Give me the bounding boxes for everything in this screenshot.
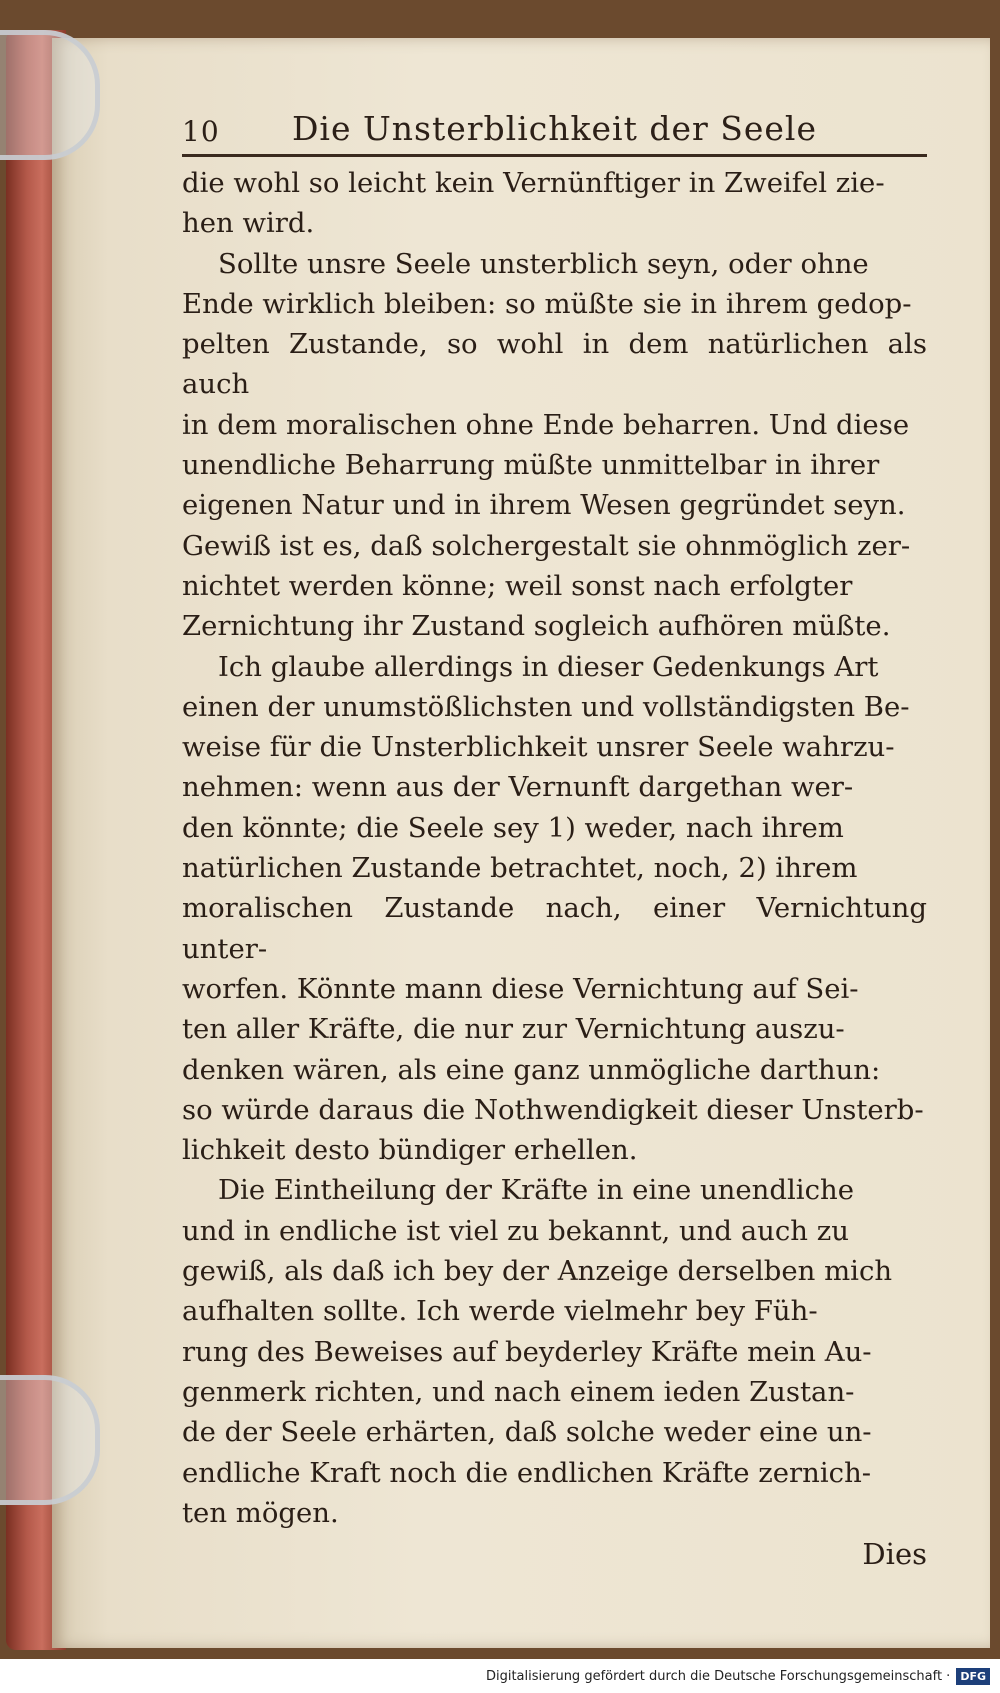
text-line: einen der unumstößlichsten und vollständigsten Be- [182, 690, 910, 723]
page-content [182, 88, 927, 1571]
text-line: die wohl so leicht kein Vernünftiger in Zweifel zie- [182, 167, 885, 199]
text-line: und in endliche ist viel zu bekannt, und auch zu [182, 1214, 849, 1247]
text-line: worfen. Könnte mann diese Vernichtung auf Sei- [182, 972, 859, 1005]
text-line: Zernichtung ihr Zustand sogleich aufhören müßte. [182, 610, 891, 643]
text-line: nichtet werden könne; weil sonst nach erfolgter [182, 569, 853, 602]
text-line: so würde daraus die Nothwendigkeit dieser Unsterb- [182, 1093, 924, 1126]
text-line: endliche Kraft noch die endlichen Kräfte zernich- [182, 1456, 872, 1489]
text-line: gewiß, als daß ich bey der Anzeige derselben mich [182, 1255, 893, 1288]
book-page [52, 38, 990, 1648]
footer-bar [0, 1659, 1000, 1693]
funding-credit: Digitalisierung gefördert durch die Deutsche Forschungsgemeinschaft · [485, 1668, 951, 1684]
page-clip-bottom [0, 1375, 100, 1505]
page-header [182, 88, 927, 157]
text-line: moralischen Zustande nach, einer Vernichtung unter- [182, 892, 927, 965]
text-line: unendliche Beharrung müßte unmittelbar in ihrer [182, 449, 880, 482]
text-line: Ende wirklich bleiben: so müßte sie in ihrem gedop- [182, 287, 912, 320]
text-line: lichkeit desto bündiger erhellen. [182, 1134, 638, 1167]
page-clip-top [0, 30, 100, 160]
text-line: denken wären, als eine ganz unmögliche darthun: [182, 1053, 881, 1086]
text-line: rung des Beweises auf beyderley Kräfte mein Au- [182, 1335, 872, 1368]
text-line: ten aller Kräfte, die nur zur Vernichtung auszu- [182, 1013, 845, 1046]
text-line: Ich glaube allerdings in dieser Gedenkungs Art [218, 650, 879, 683]
body-text [182, 163, 927, 1533]
text-line: Sollte unsre Seele unsterblich seyn, oder ohne [218, 247, 869, 280]
text-line: natürlichen Zustande betrachtet, noch, 2) ihrem [182, 852, 858, 885]
text-line: Die Eintheilung der Kräfte in eine unendliche [218, 1174, 854, 1207]
text-line: hen wird. [182, 207, 315, 240]
text-line: ten mögen. [182, 1496, 339, 1529]
text-line: Gewiß ist es, daß solchergestalt sie ohnmöglich zer- [182, 529, 911, 562]
catchword: Dies [862, 1537, 927, 1572]
text-line: pelten Zustande, so wohl in dem natürlichen als auch [182, 328, 927, 401]
text-line: genmerk richten, und nach einem ieden Zustan- [182, 1375, 855, 1408]
text-line: eigenen Natur und in ihrem Wesen gegründet seyn. [182, 489, 906, 522]
text-line: den könnte; die Seele sey 1) weder, nach ihrem [182, 811, 844, 844]
page-number: 10 [182, 115, 220, 148]
dfg-logo: DFG [956, 1668, 990, 1685]
text-line: in dem moralischen ohne Ende beharren. Und diese [182, 408, 910, 441]
text-line: nehmen: wenn aus der Vernunft dargethan wer- [182, 771, 854, 804]
text-line: aufhalten sollte. Ich werde vielmehr bey Füh- [182, 1295, 818, 1328]
text-line: weise für die Unsterblichkeit unsrer Seele wahrzu- [182, 731, 895, 764]
running-title: Die Unsterblichkeit der Seele [291, 109, 818, 148]
text-line: de der Seele erhärten, daß solche weder eine un- [182, 1416, 872, 1449]
